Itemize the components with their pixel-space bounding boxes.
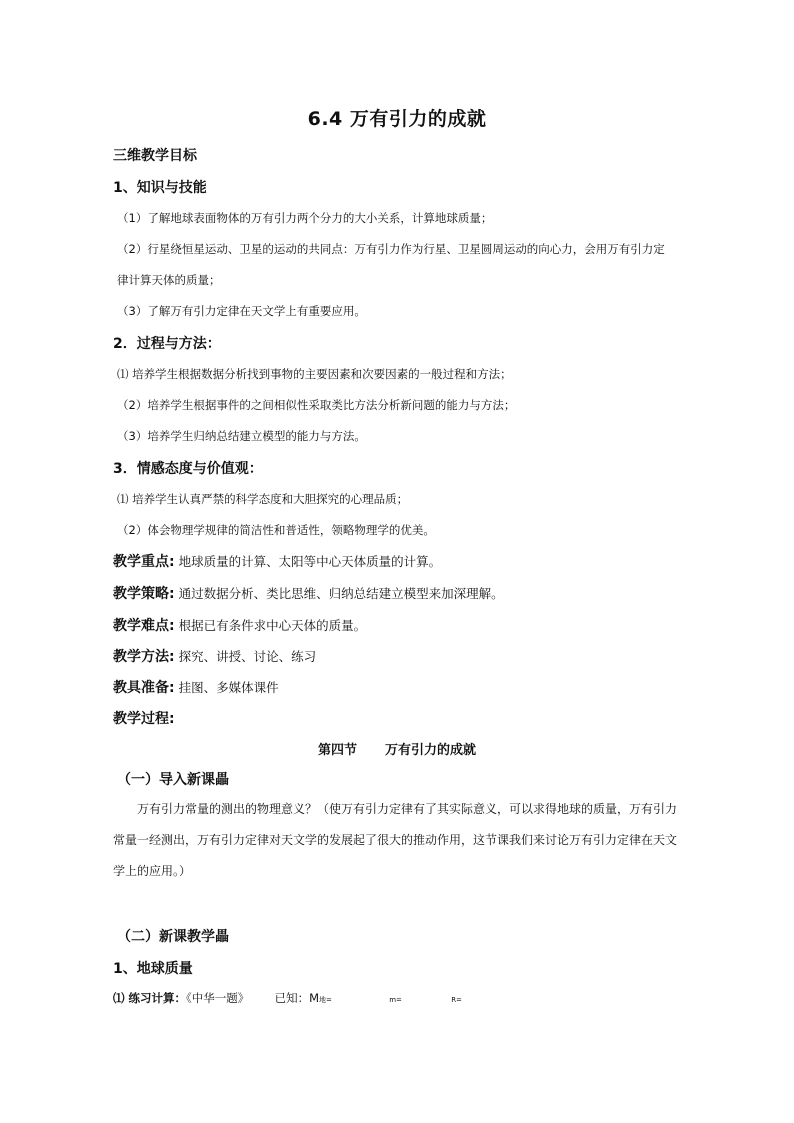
strategy-label: 教学策略: — [113, 586, 175, 602]
strategy-text: 通过数据分析、类比思维、归纳总结建立模型来加深理解。 — [178, 586, 504, 601]
new-lesson-heading: （二）新课教学畾 — [117, 929, 229, 945]
section-title — [0, 739, 794, 758]
process-item-2: （2）培养学生根据事件的之间相似性采取类比方法分析新问题的能力与方法； — [117, 398, 516, 412]
intro-heading: （一）导入新课畾 — [117, 772, 229, 788]
process-label: 教学过程: — [113, 711, 175, 727]
r-label: R= — [451, 996, 462, 1004]
knowledge-heading: 1、知识与技能 — [113, 180, 207, 196]
materials-text: 挂图、多媒体课件 — [178, 680, 279, 695]
section-number: 第四节 — [317, 743, 357, 758]
known-sub: 地 — [319, 996, 326, 1004]
process-item-1: ⑴ 培养学生根据数据分析找到事物的主要因素和次要因素的一般过程和方法； — [117, 367, 512, 381]
attitude-heading: 3．情感态度与价值观： — [113, 461, 263, 477]
exercise-label: ⑴ 练习计算： — [113, 991, 187, 1005]
attitude-item-1: ⑴ 培养学生认真严禁的科学态度和大胆探究的心理品质； — [117, 492, 409, 506]
knowledge-item-2: （2）行星绕恒星运动、卫星的运动的共同点：万有引力作为行星、卫星圆周运动的向心力，会用万有引力定 — [117, 242, 665, 256]
process-item-3: （3）培养学生归纳总结建立模型的能力与方法。 — [117, 429, 366, 443]
difficulty-label: 教学难点: — [113, 618, 175, 634]
objectives-heading: 三维教学目标 — [113, 148, 197, 164]
strategy-row — [113, 583, 504, 603]
key-points-text: 地球质量的计算、太阳等中心天体质量的计算。 — [178, 554, 442, 569]
m-label: m= — [389, 996, 402, 1004]
exercise-row — [113, 990, 462, 1006]
key-points-row — [113, 551, 441, 571]
methods-row — [113, 646, 316, 666]
materials-row — [113, 677, 279, 697]
earth-mass-heading: 1、地球质量 — [113, 961, 193, 977]
known-label: 已知：M — [274, 991, 319, 1005]
materials-label: 教具准备: — [113, 680, 175, 696]
methods-text: 探究、讲授、讨论、练习 — [178, 649, 317, 664]
intro-paragraph: 万有引力常量的测出的物理意义？（使万有引力定律有了其实际意义，可以求得地球的质量，万有引力常量一经测出，万有引力定律对天文学的发展起了很大的推动作用，这节课我们来讨论万有引力定律在天文学上的应用。） — [113, 802, 678, 878]
difficulty-text: 根据已有条件求中心天体的质量。 — [178, 618, 367, 633]
knowledge-item-1: （1）了解地球表面物体的万有引力两个分力的大小关系，计算地球质量； — [117, 211, 493, 225]
key-points-label: 教学重点: — [113, 554, 175, 570]
document-title: 6.4 万有引力的成就 — [307, 108, 487, 130]
knowledge-item-2-cont: 律计算天体的质量； — [117, 273, 221, 287]
exercise-text: 《中华一题》 — [186, 991, 250, 1005]
section-name: 万有引力的成就 — [385, 743, 477, 758]
methods-label: 教学方法: — [113, 649, 175, 665]
knowledge-item-3: （3）了解万有引力定律在天文学上有重要应用。 — [117, 304, 366, 318]
known-eq: = — [326, 996, 332, 1004]
attitude-item-2: （2）体会物理学规律的简洁性和普适性，领略物理学的优美。 — [117, 523, 435, 537]
process-heading: 2．过程与方法： — [113, 336, 221, 352]
difficulty-row — [113, 615, 366, 635]
